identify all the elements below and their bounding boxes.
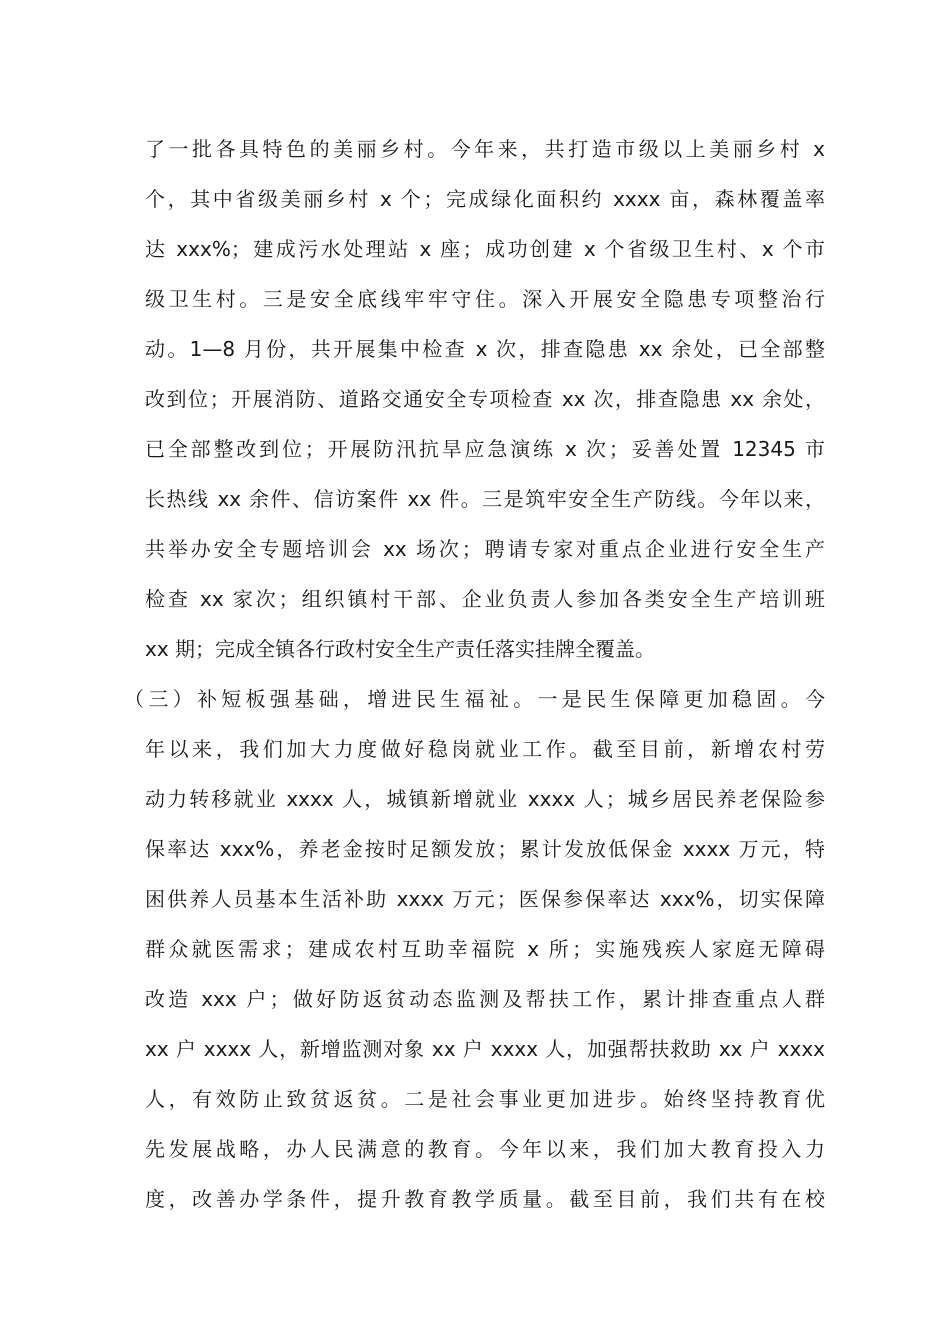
text-line: 先发展战略，办人民满意的教育。今年以来，我们加大教育投入力 xyxy=(145,1137,825,1161)
text-line: 人，有效防止致贫返贫。二是社会事业更加进步。始终坚持教育优 xyxy=(145,1087,825,1111)
text-line: 保率达 xxx%，养老金按时足额发放；累计发放低保金 xxxx 万元，特 xyxy=(145,837,825,861)
text-line: 改到位；开展消防、道路交通安全专项检查 xx 次，排查隐患 xx 余处， xyxy=(145,387,825,411)
section-heading-line: （三）补短板强基础，增进民生福祉。一是民生保障更加稳固。今 xyxy=(124,687,825,711)
text-line: 改造 xxx 户；做好防返贫动态监测及帮扶工作，累计排查重点人群 xyxy=(145,987,825,1011)
text-line: 达 xxx%；建成污水处理站 x 座；成功创建 x 个省级卫生村、x 个市 xyxy=(145,237,825,261)
text-line: 个，其中省级美丽乡村 x 个；完成绿化面积约 xxxx 亩，森林覆盖率 xyxy=(145,187,825,211)
text-line: 动力转移就业 xxxx 人，城镇新增就业 xxxx 人；城乡居民养老保险参 xyxy=(145,787,825,811)
text-line: 动。1—8 月份，共开展集中检查 x 次，排查隐患 xx 余处，已全部整 xyxy=(145,337,825,361)
text-line: 困供养人员基本生活补助 xxxx 万元；医保参保率达 xxx%，切实保障 xyxy=(145,887,825,911)
text-line: 已全部整改到位；开展防汛抗旱应急演练 x 次；妥善处置 12345 市 xyxy=(145,437,825,461)
text-line: 年以来，我们加大力度做好稳岗就业工作。截至目前，新增农村劳 xyxy=(145,737,825,761)
text-line: xx 期；完成全镇各行政村安全生产责任落实挂牌全覆盖。 xyxy=(145,637,656,661)
text-line: 共举办安全专题培训会 xx 场次；聘请专家对重点企业进行安全生产 xyxy=(145,537,825,561)
text-line: 检查 xx 家次；组织镇村干部、企业负责人参加各类安全生产培训班 xyxy=(145,587,825,611)
text-line: 群众就医需求；建成农村互助幸福院 x 所；实施残疾人家庭无障碍 xyxy=(145,937,825,961)
text-line: 度，改善办学条件，提升教育教学质量。截至目前，我们共有在校 xyxy=(145,1187,825,1211)
text-line: 了一批各具特色的美丽乡村。今年来，共打造市级以上美丽乡村 x xyxy=(145,137,825,161)
text-line: 长热线 xx 余件、信访案件 xx 件。三是筑牢安全生产防线。今年以来， xyxy=(145,487,825,511)
text-line: xx 户 xxxx 人，新增监测对象 xx 户 xxxx 人，加强帮扶救助 xx 户 xxxx xyxy=(145,1037,825,1061)
text-line: 级卫生村。三是安全底线牢牢守住。深入开展安全隐患专项整治行 xyxy=(145,287,825,311)
